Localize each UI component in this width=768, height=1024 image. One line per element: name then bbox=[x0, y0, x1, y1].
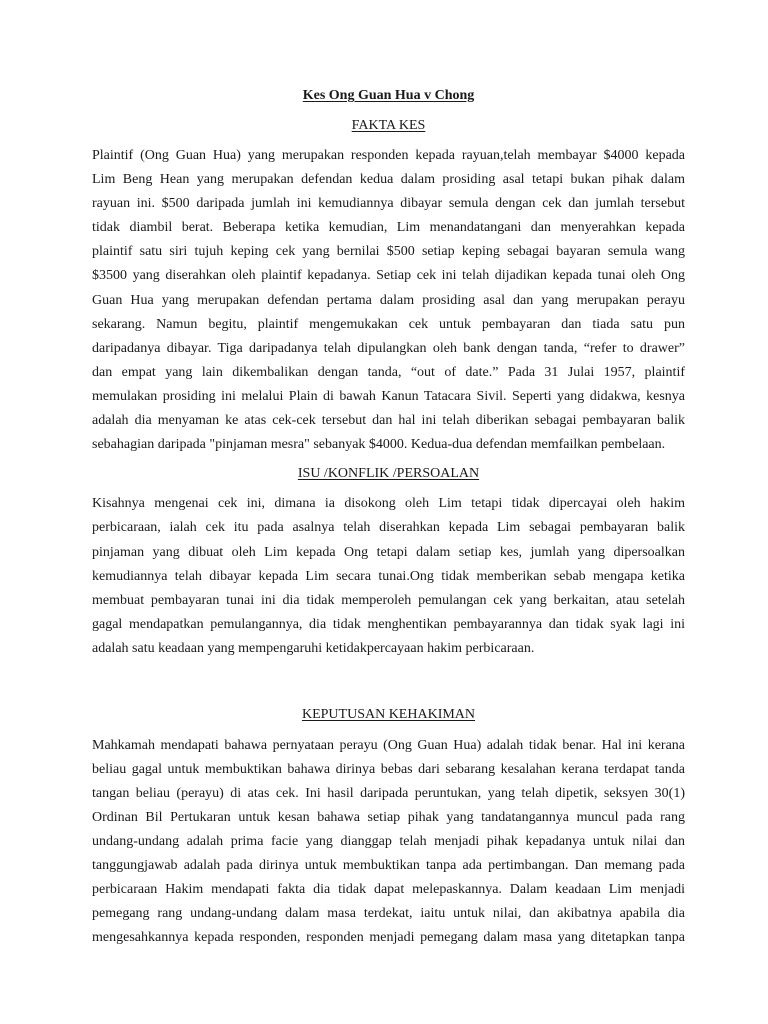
text-line: adalah satu keadaan yang mempengaruhi ketidakpercayaan hakim perbicaraan. bbox=[92, 641, 535, 657]
text-line: rayuan ini. $500 daripada jumlah ini kemudiannya dibayar semula dengan cek dan jumlah tersebut bbox=[92, 196, 685, 212]
text-line: pinjaman yang dibuat oleh Lim kepada Ong tetapi dalam setiap kes, jumlah yang dipersoalkan bbox=[92, 544, 685, 560]
text-line: $3500 yang diserahkan oleh plaintif kepadanya. Setiap cek ini telah dijadikan kepada tunai oleh Ong bbox=[92, 268, 685, 284]
text-line: kemudiannya telah dibayar kepada Lim secara tunai.Ong tidak memberikan sebab mengapa ketika bbox=[92, 568, 685, 584]
text-line: tangan beliau (perayu) di atas cek. Ini hasil daripada peruntukan, yang telah dipetik, seksyen 30(1) bbox=[92, 785, 685, 801]
document-title-text: Kes Ong Guan Hua v Chong bbox=[302, 88, 475, 103]
text-line: Guan Hua yang merupakan defendan pertama dalam prosiding asal dan yang merupakan perayu bbox=[92, 292, 685, 308]
text-line: tanggungjawab adalah pada dirinya untuk membuktikan tanpa ada pertimbangan. Dan memang pada bbox=[92, 858, 685, 874]
section-heading-text: KEPUTUSAN KEHAKIMAN bbox=[301, 706, 476, 722]
text-line: tidak diambil berat. Beberapa ketika kemudian, Lim menandatangani dan menyerahkan kepada bbox=[92, 220, 685, 236]
text-line: membuat pembayaran tunai ini dia tidak memperoleh pemulangan cek yang berkaitan, atau setelah bbox=[92, 593, 685, 609]
paragraph-isu bbox=[92, 492, 685, 661]
text-line: sebahagian daripada "pinjaman mesra" sebanyak $4000. Kedua-dua defendan memfailkan pembelaan. bbox=[92, 437, 666, 453]
text-line: perbicaraan Hakim mendapati fakta dia tidak dapat melepaskannya. Dalam keadaan Lim menjadi bbox=[92, 882, 685, 898]
text-line: Kisahnya mengenai cek ini, dimana ia disokong oleh Lim tetapi tidak dipercayai oleh hakim bbox=[92, 496, 685, 512]
text-line: Ordinan Bil Pertukaran untuk kesan bahawa setiap pihak yang tandatangannya muncul pada rang bbox=[92, 809, 685, 825]
section-heading-fakta bbox=[92, 116, 685, 136]
text-line: dan empat yang lain dikembalikan dengan tanda, “out of date.” Pada 31 Julai 1957, plaintif bbox=[92, 364, 685, 380]
text-line: Plaintif (Ong Guan Hua) yang merupakan responden kepada rayuan,telah membayar $4000 kepada bbox=[92, 148, 685, 163]
section-heading-keputusan bbox=[92, 705, 685, 725]
document-title bbox=[92, 86, 685, 106]
text-line: Mahkamah mendapati bahawa pernyataan perayu (Ong Guan Hua) adalah tidak benar. Hal ini kerana bbox=[92, 737, 685, 753]
paragraph-keputusan bbox=[92, 734, 685, 951]
text-line: Lim Beng Hean yang merupakan defendan kedua dalam prosiding asal tetapi bukan pihak dalam bbox=[92, 172, 685, 188]
text-line: daripadanya dibayar. Tiga daripadanya telah dipulangkan oleh bank dengan tanda, “refer to drawer” bbox=[92, 340, 685, 356]
text-line: perbicaraan, ialah cek itu pada asalnya telah diserahkan kepada Lim sebagai pembayaran balik bbox=[92, 520, 685, 536]
text-line: pemegang rang undang-undang dalam masa terdekat, iaitu untuk nilai, dan akibatnya apabila dia bbox=[92, 906, 685, 922]
section-heading-isu bbox=[92, 464, 685, 484]
paragraph-fakta bbox=[92, 144, 685, 457]
section-heading-text: ISU /KONFLIK /PERSOALAN bbox=[297, 466, 480, 482]
section-heading-text: FAKTA KES bbox=[351, 118, 426, 133]
text-line: beliau gagal untuk membuktikan bahawa dirinya bebas dari sebarang kesalahan kerana terdapat tanda bbox=[92, 761, 685, 777]
text-line: gagal mendapatkan pemulangannya, dia tidak menghentikan pembayarannya dan tidak syak lagi ini bbox=[92, 617, 685, 633]
text-line: adalah dia menyaman ke atas cek-cek tersebut dan hal ini telah diberikan sebagai pembayaran balik bbox=[92, 413, 685, 429]
text-line: undang-undang adalah prima facie yang dianggap telah menjadi pihak kepadanya untuk nilai dan bbox=[92, 834, 685, 850]
text-line: memulakan prosiding ini melalui Plain di bawah Kanun Tatacara Sivil. Seperti yang didakwa, kesnya bbox=[92, 388, 685, 404]
text-line: sekarang. Namun begitu, plaintif mengemukakan cek untuk pembayaran dan tiada satu pun bbox=[92, 316, 685, 332]
text-line: mengesahkannya kepada responden, responden menjadi pemegang dalam masa yang ditetapkan tanpa bbox=[92, 930, 685, 946]
text-line: plaintif satu siri tujuh keping cek yang bernilai $500 setiap keping sebagai bayaran semula wang bbox=[92, 244, 685, 260]
